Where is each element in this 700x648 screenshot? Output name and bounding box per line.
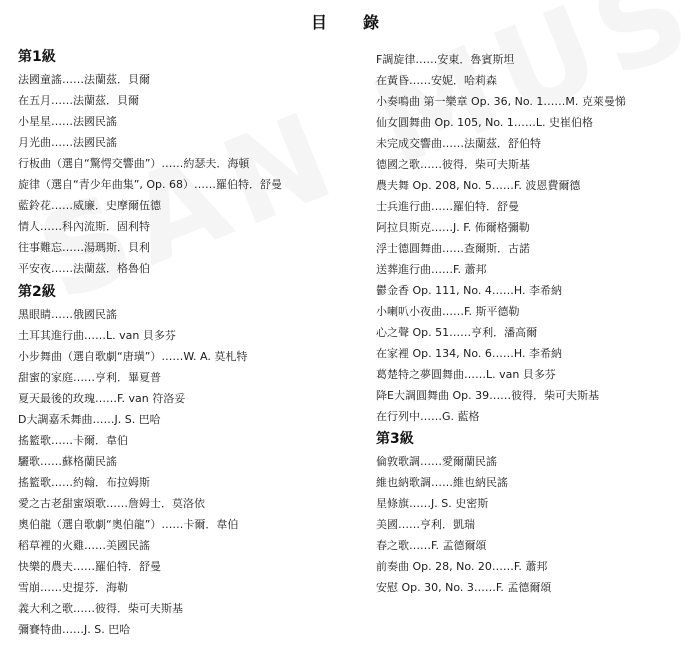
toc-entry: 小奏鳴曲 第一樂章 Op. 36, No. 1……M. 克萊曼悌: [376, 95, 626, 108]
toc-entry: 法國童謠……法蘭茲．貝爾: [18, 73, 150, 86]
toc-entry: 旋律（選自“青少年曲集”, Op. 68）……羅伯特．舒曼: [18, 178, 283, 191]
toc-entry: 快樂的農夫……羅伯特．舒曼: [18, 560, 161, 573]
toc-entry: 搖籃歌……約翰．布拉姆斯: [18, 476, 150, 489]
toc-entry: 倫敦歌調……愛爾蘭民謠: [376, 455, 497, 468]
toc-entry: F調旋律……安東．魯賓斯坦: [376, 53, 515, 66]
toc-entry: 仙女圓舞曲 Op. 105, No. 1……L. 史崔伯格: [376, 116, 593, 129]
toc-entry: 在黃昏……安妮．哈莉森: [376, 74, 497, 87]
toc-entry: 小步舞曲（選自歌劇“唐璜”）……W. A. 莫札特: [18, 350, 248, 363]
toc-entry: 藍鈴花……威廉．史摩爾伍德: [18, 199, 161, 212]
toc-entry: 在家裡 Op. 134, No. 6……H. 李希納: [376, 347, 562, 360]
toc-entry: 行板曲（選自“驚愕交響曲”）……約瑟夫．海頓: [18, 157, 250, 170]
toc-entry: 甜蜜的家庭……亨利．畢夏普: [18, 371, 161, 384]
toc-entry: 搖籃歌……卡爾．韋伯: [18, 434, 128, 447]
toc-entry: 月光曲……法國民謠: [18, 136, 117, 149]
toc-entry: 農夫舞 Op. 208, No. 5……F. 波恩費爾德: [376, 179, 581, 192]
toc-entry: 平安夜……法蘭茲．格魯伯: [18, 262, 150, 275]
toc-entry: 降E大調圓舞曲 Op. 39……彼得．柴可夫斯基: [376, 389, 600, 402]
page-title: 目 錄: [310, 13, 389, 32]
toc-entry: 往事難忘……湯瑪斯．貝利: [18, 241, 150, 254]
toc-entry: 維也納歌調……維也納民謠: [376, 476, 508, 489]
toc-entry: 在五月……法蘭茲．貝爾: [18, 94, 139, 107]
toc-entry: 彌賽特曲……J. S. 巴哈: [18, 623, 131, 636]
toc-entry: 阿拉貝斯克……J. F. 佈爾格彌勒: [376, 221, 530, 234]
section-heading: 第1級: [18, 49, 56, 65]
toc-entry: 奧伯龍（選自歌劇“奧伯龍”）……卡爾．韋伯: [18, 518, 239, 531]
toc-entry: 鬱金香 Op. 111, No. 4……H. 李希納: [376, 284, 562, 297]
section-heading: 第3級: [376, 431, 414, 447]
toc-entry: 星條旗……J. S. 史密斯: [376, 497, 489, 510]
toc-entry: 士兵進行曲……羅伯特．舒曼: [376, 200, 519, 213]
toc-entry: 送葬進行曲……F. 蕭邦: [376, 263, 487, 276]
toc-entry: 驪歌……蘇格蘭民謠: [18, 455, 117, 468]
toc-entry: 稻草裡的火雞……美國民謠: [18, 539, 150, 552]
toc-entry: 黑眼睛……俄國民謠: [18, 308, 117, 321]
toc-left-column: [18, 49, 348, 640]
toc-entry: 愛之古老甜蜜頌歌……詹姆士．莫洛依: [18, 497, 205, 510]
toc-entry: 春之歌……F. 孟德爾頌: [376, 539, 487, 552]
toc-entry: 前奏曲 Op. 28, No. 20……F. 蕭邦: [376, 560, 548, 573]
toc-entry: 心之聲 Op. 51……亨利．潘高爾: [376, 326, 538, 339]
toc-entry: 小喇叭小夜曲……F. 斯平德勒: [376, 305, 520, 318]
toc-entry: 葛楚特之夢圓舞曲……L. van 貝多芬: [376, 368, 556, 381]
toc-entry: 安慰 Op. 30, No. 3……F. 孟德爾頌: [376, 581, 552, 594]
toc-entry: 美國……亨利．凱瑞: [376, 518, 475, 531]
toc-entry: 德國之歌……彼得．柴可夫斯基: [376, 158, 530, 171]
toc-entry: 小星星……法國民謠: [18, 115, 117, 128]
toc-entry: 義大利之歌……彼得．柴可夫斯基: [18, 602, 183, 615]
toc-entry: D大調嘉禾舞曲……J. S. 巴哈: [18, 413, 161, 426]
toc-entry: 在行列中……G. 藍格: [376, 410, 480, 423]
toc-entry: 土耳其進行曲……L. van 貝多芬: [18, 329, 176, 342]
toc-entry: 雪崩……史提芬．海勒: [18, 581, 128, 594]
toc-entry: 未完成交響曲……法蘭茲．舒伯特: [376, 137, 541, 150]
toc-entry: 浮士德圓舞曲……查爾斯．古諾: [376, 242, 530, 255]
section-heading: 第2級: [18, 284, 56, 300]
toc-right-column: [376, 49, 700, 598]
toc-entry: 夏天最後的玫瑰……F. van 符洛妥: [18, 392, 186, 405]
toc-entry: 情人……科內流斯．固利特: [18, 220, 150, 233]
